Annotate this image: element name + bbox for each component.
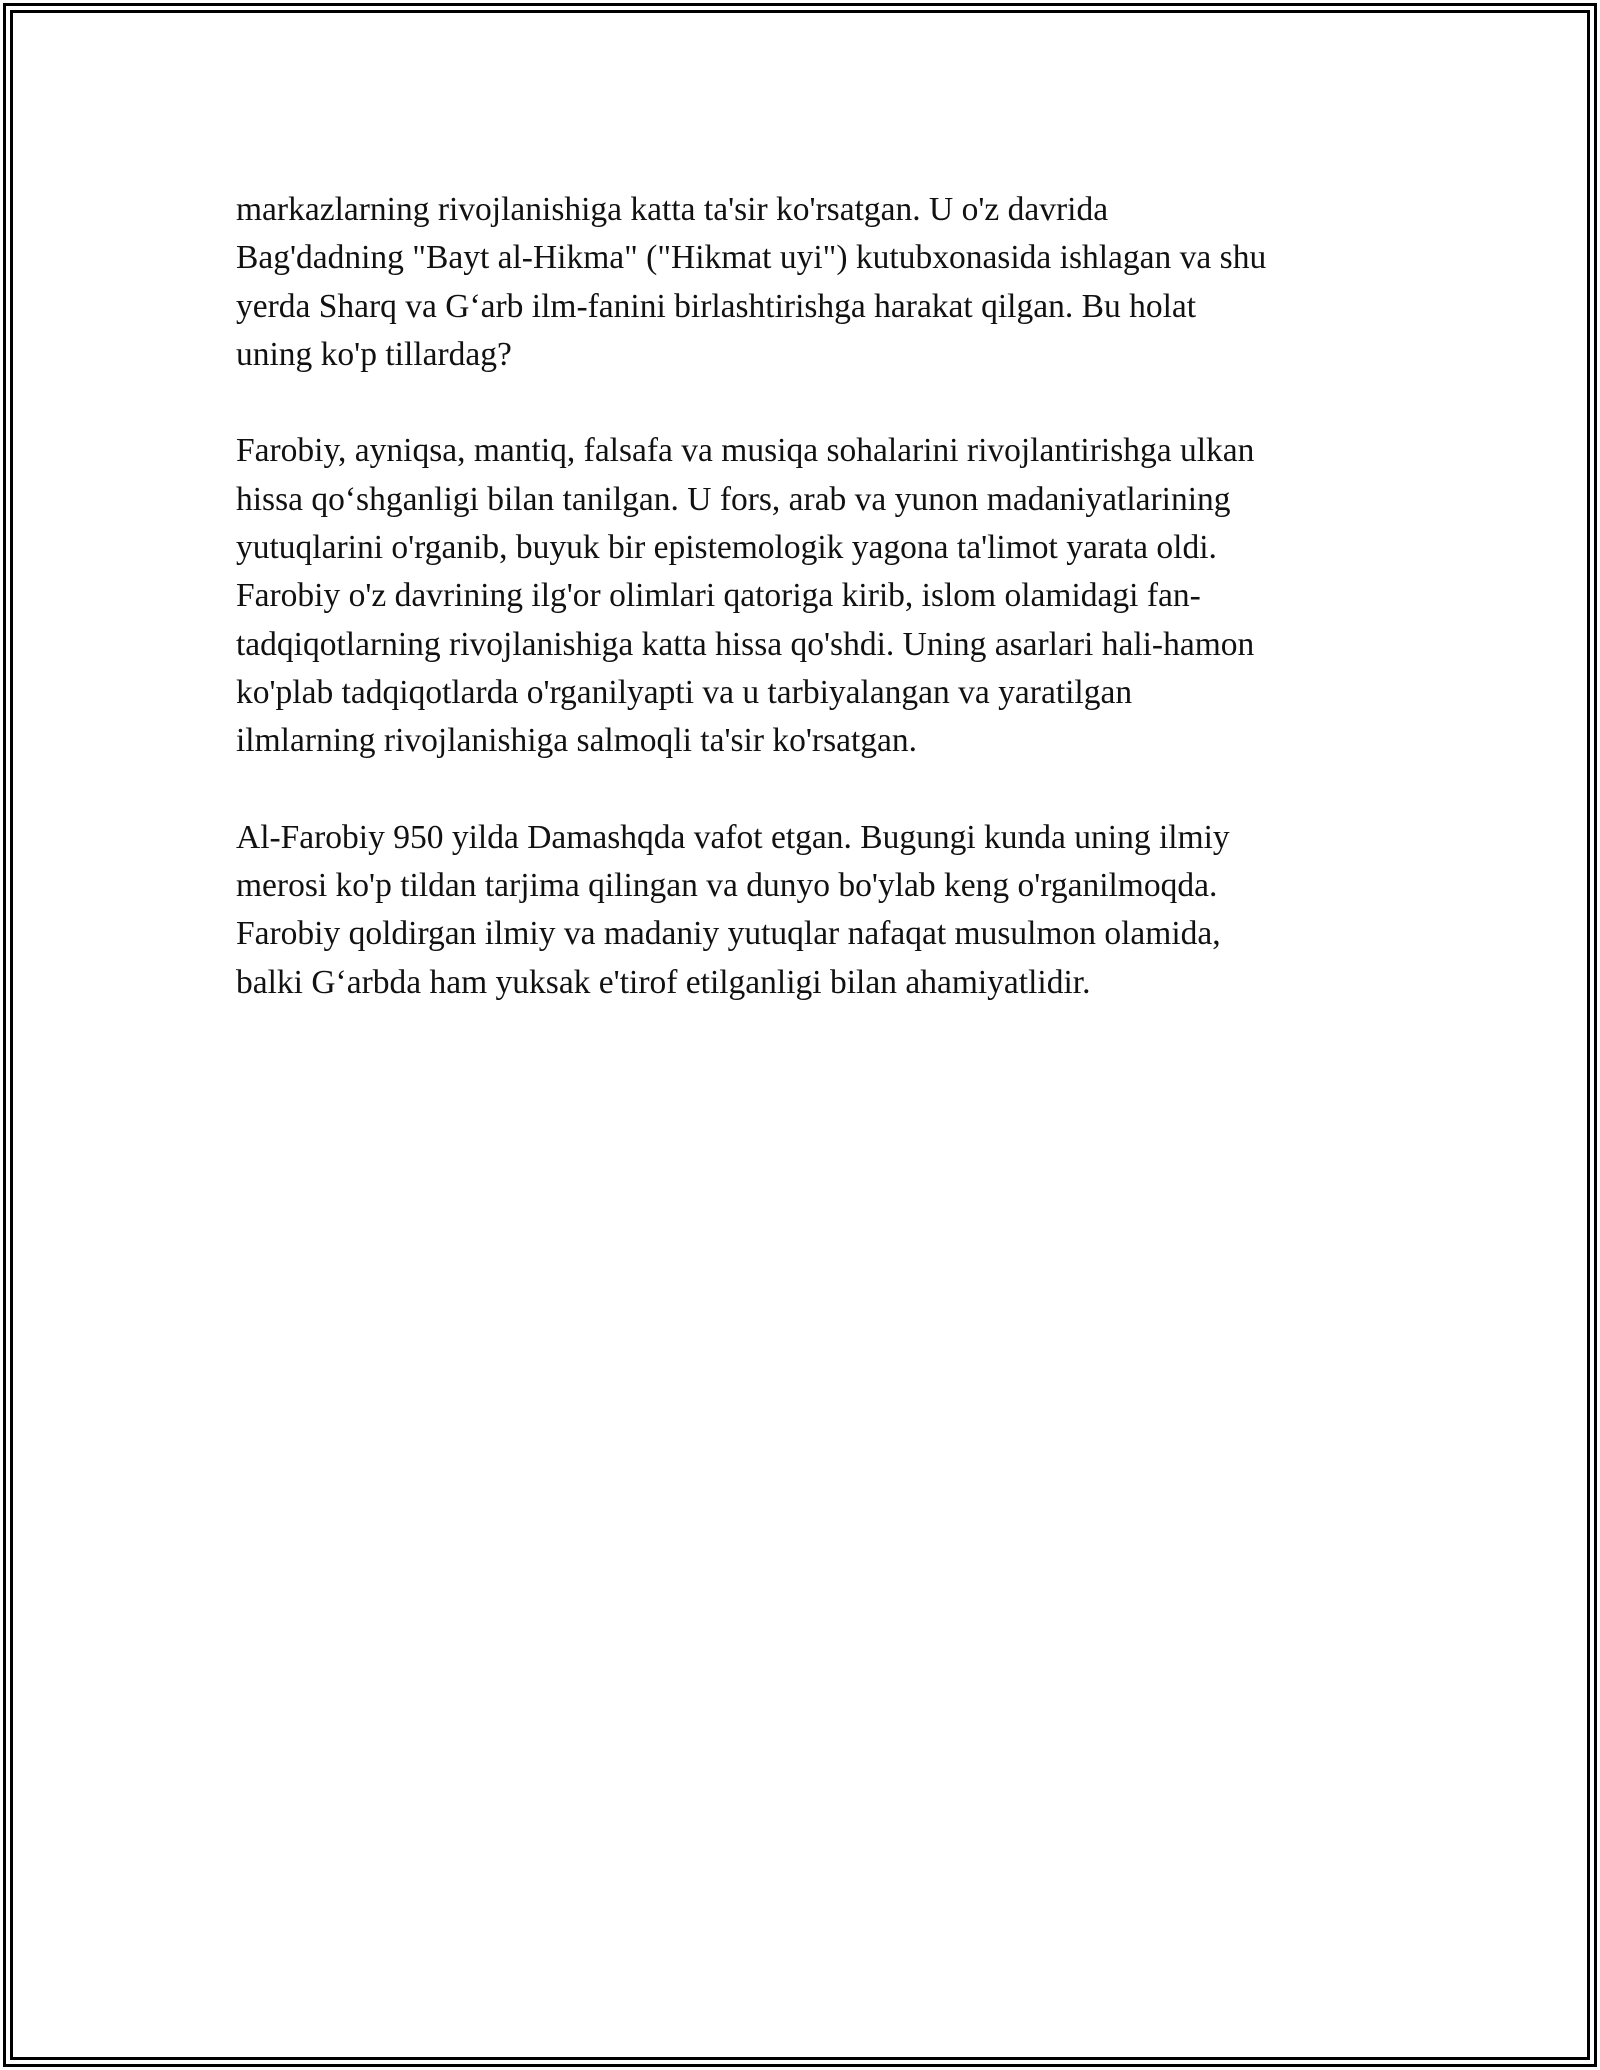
paragraph-3: Al-Farobiy 950 yilda Damashqda vafot etgan. Bugungi kunda uning ilmiy merosi ko'p tildan tarjima qilingan va dunyo bo'ylab keng o'rganilmoqda. Farobiy qoldirgan ilmiy va madaniy yutuqlar nafaqat musulmon olamida, balki G‘arbda ham yuksak e'tirof etilganligi bilan ahamiyatlidir. (236, 818, 1230, 1001)
document-body (236, 186, 1396, 1055)
paragraph-2: Farobiy, ayniqsa, mantiq, falsafa va musiqa sohalarini rivojlantirishga ulkan hissa qo‘shganligi bilan tanilgan. U fors, arab va yunon madaniyatlarining yutuqlarini o'rganib, buyuk bir epistemologik yagona ta'limot yarata oldi. Farobiy o'z davrining ilg'or olimlari qatoriga kirib, islom olamidagi fan- tadqiqotlarning rivojlanishiga katta hissa qo'shdi. Uning asarlari hali-hamon ko'plab tadqiqotlarda o'rganilyapti va u tarbiyalangan va yaratilgan ilmlarning rivojlanishiga salmoqli ta'sir ko'rsatgan. (236, 432, 1255, 760)
paragraph-1: markazlarning rivojlanishiga katta ta'sir ko'rsatgan. U o'z davrida Bag'dadning "Bayt al-Hikma" ("Hikmat uyi") kutubxonasida ishlagan va shu yerda Sharq va G‘arb ilm-fanini birlashtirishga harakat qilgan. Bu holat uning ko'p tillardag? (236, 191, 1267, 373)
